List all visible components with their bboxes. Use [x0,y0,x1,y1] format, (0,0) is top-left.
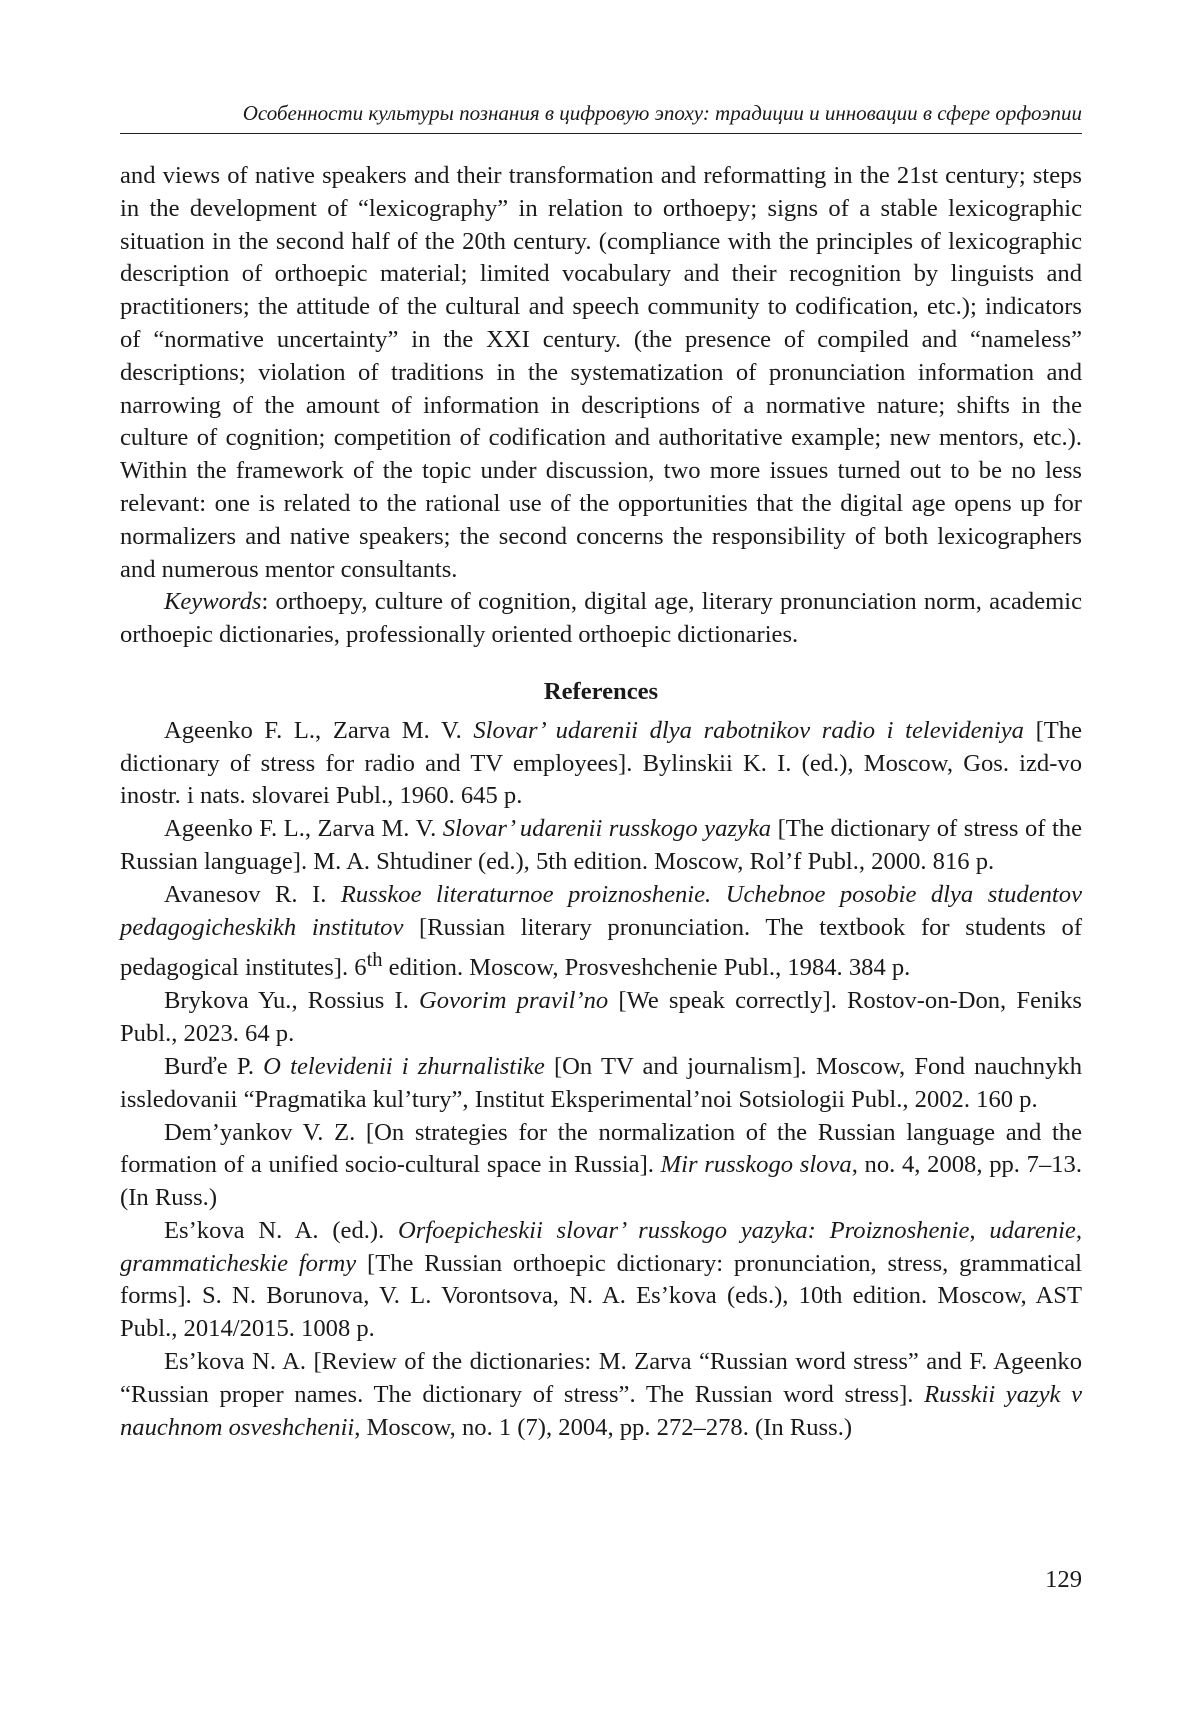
reference-item [120,813,1082,879]
keywords-label: Keywords [164,588,262,616]
reference-superscript: th [366,949,383,972]
reference-title: Russkoe literaturnoe proiznoshenie. Uchebnoe posobie dlya studentov pedagogicheskikh institutov [120,880,1082,941]
reference-item [120,879,1082,986]
abstract-paragraph: and views of native speakers and their transformation and reformatting in the 21st century; steps in the development of “lexicography” in relation to orthoepy; signs of a stable lexicographic situation in the second half of the 20th century. (compliance with the principles of lexicographic description of orthoepic material; limited vocabulary and their recognition by linguists and practitioners; the attitude of the cultural and speech community to codification, etc.); indicators of “normative uncertainty” in the XXI century. (the presence of compiled and “nameless” descriptions; violation of traditions in the systematization of pronunciation information and narrowing of the amount of information in descriptions of a normative nature; shifts in the culture of cognition; competition of codification and authoritative example; new mentors, etc.). Within the framework of the topic under discussion, two more issues turned out to be no less relevant: one is related to the rational use of the opportunities that the digital age opens up for normalizers and native speakers; the second concerns the responsibility of both lexicographers and numerous mentor consultants. [120,162,1082,583]
reference-details: [On TV and journalism]. Moscow, Fond nauchnykh issledovanii “Pragmatika kul’tury”, Institut Eksperimental’noi Sotsiologii Publ., 2002. 160 p. [120,1052,1082,1113]
reference-details: [The dictionary of stress of the Russian language]. M. A. Shtudiner (ed.), 5th edition. Moscow, Rol’f Publ., 2000. 816 p. [120,815,1083,875]
reference-details: edition. Moscow, Prosveshchenie Publ., 1984. 384 p. [382,954,911,982]
reference-authors: Es’kova N. A. (ed.). [164,1216,398,1244]
reference-title: Slovar’ udarenii russkogo yazyka [442,815,772,843]
running-head: Особенности культуры познания в цифровую эпоху: традиции и инновации в сфере орфоэпии [242,101,1082,125]
reference-details: , no. 4, 2008, pp. 7–13. (In Russ.) [120,1151,1082,1212]
reference-item [120,715,1082,813]
reference-authors: Es’kova N. A. [Review of the dictionaries: M. Zarva “Russian word stress” and F. Ageenko “Russian proper names. The dictionary of stress”. The Russian word stress]. [120,1348,1082,1408]
reference-title: Russkii yazyk v nauchnom osveshchenii [120,1380,1082,1441]
keywords-text: : orthoepy, culture of cognition, digital age, literary pronunciation norm, academic orthoepic dictionaries, professionally oriented orthoepic dictionaries. [120,588,1082,649]
main-content [120,160,1082,1444]
reference-authors: Dem’yankov V. Z. [On strategies for the normalization of the Russian language and the formation of a unified socio-cultural space in Russia]. [120,1118,1082,1179]
keywords-paragraph [120,586,1082,652]
reference-title: Mir russkogo slova [660,1151,852,1179]
reference-details: [We speak correctly]. Rostov-on-Don, Feniks Publ., 2023. 64 p. [120,987,1082,1048]
reference-title: Orfoepicheskii slovar’ russkogo yazyka: Proiznoshenie, udarenie, grammaticheskie formy [120,1216,1082,1277]
references-heading: References [543,677,659,705]
reference-item [120,985,1082,1051]
reference-authors: Ageenko F. L., Zarva M. V. [164,716,474,744]
reference-item [120,1051,1082,1117]
reference-title: Govorim pravil’no [419,987,609,1015]
header-rule [120,133,1082,134]
reference-authors: Burďe P. [164,1052,264,1080]
reference-details: [The dictionary of stress for radio and TV employees]. Bylinskii K. I. (ed.), Moscow, Gos. izd-vo inostr. i nats. slovarei Publ., 1960. 645 p. [120,716,1083,810]
reference-item [120,1117,1082,1215]
reference-details: [The Russian orthoepic dictionary: pronunciation, stress, grammatical forms]. S. N. Borunova, V. L. Vorontsova, N. A. Es’kova (eds.), 10th edition. Moscow, AST Publ., 2014/2015. 1008 p. [120,1249,1082,1343]
reference-title: O televidenii i zhurnalistike [263,1052,545,1080]
reference-item [120,1346,1082,1444]
reference-authors: Brykova Yu., Rossius I. [164,987,420,1015]
reference-title: Slovar’ udarenii dlya rabotnikov radio i televideniya [473,716,1024,744]
reference-details: [Russian literary pronunciation. The textbook for students of pedagogical institutes]. 6 [120,913,1083,982]
reference-details: , Moscow, no. 1 (7), 2004, pp. 272–278. (In Russ.) [354,1413,853,1441]
reference-authors: Avanesov R. I. [164,880,341,908]
reference-authors: Ageenko F. L., Zarva M. V. [164,815,443,843]
page-number: 129 [1045,1566,1082,1593]
reference-item [120,1215,1082,1346]
